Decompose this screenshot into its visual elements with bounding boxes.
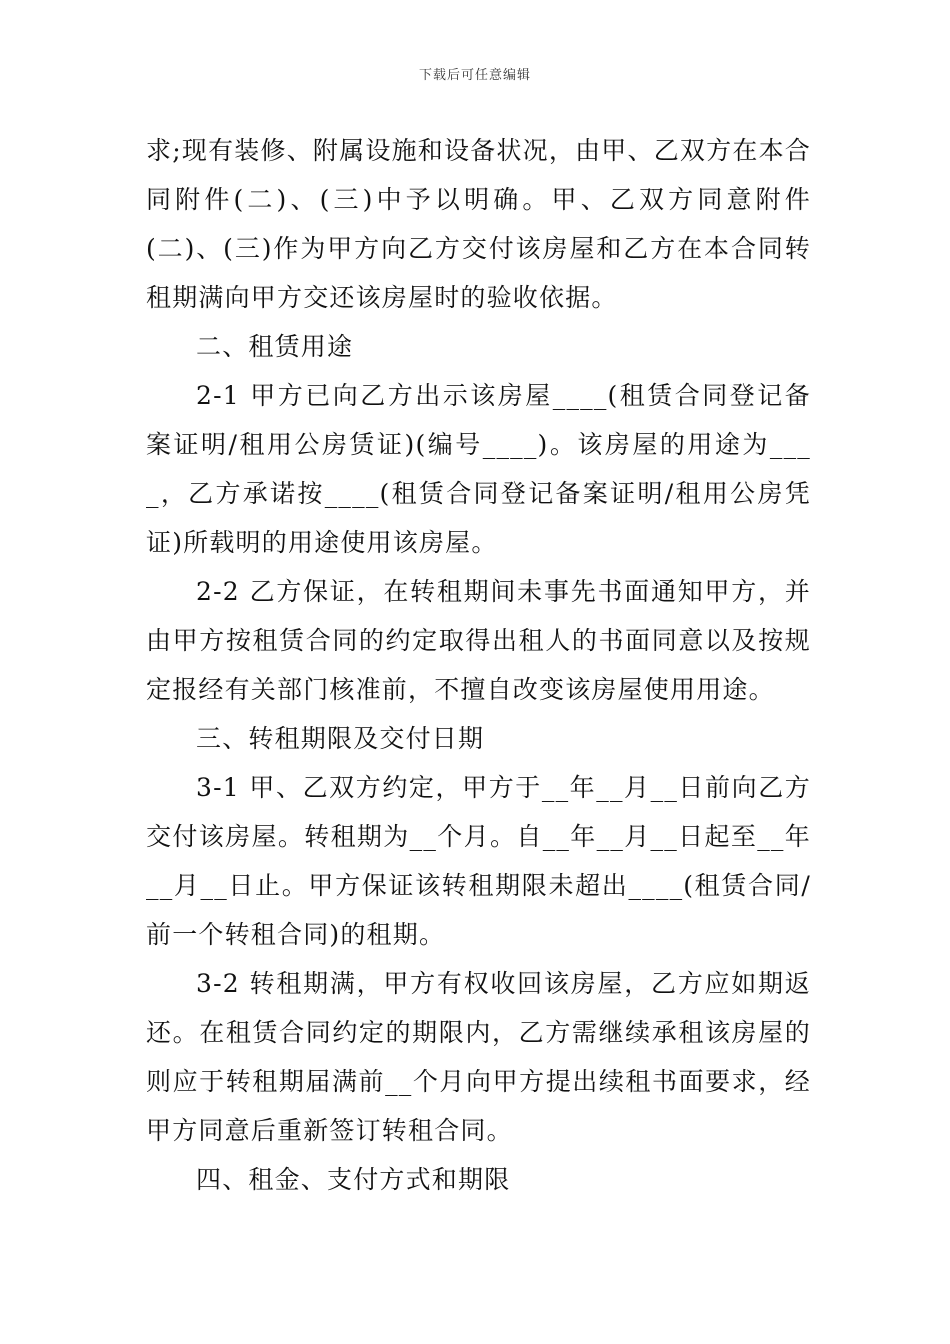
section-heading-4: 四、租金、支付方式和期限 <box>196 1165 511 1194</box>
clause-3-2: 3-2 转租期满，甲方有权收回该房屋，乙方应如期返还。在租赁合同约定的期限内，乙方需继续承租该房屋的则应于转租期届满前__个月向甲方提出续租书面要求，经甲方同意后重新签订转租合同。 <box>146 969 811 1145</box>
paragraph-continuation: 求;现有装修、附属设施和设备状况，由甲、乙双方在本合同附件(二)、(三)中予以明确。甲、乙双方同意附件(二)、(三)作为甲方向乙方交付该房屋和乙方在本合同转租期满向甲方交还该房屋时的验收依据。 <box>146 136 811 312</box>
clause-2-1: 2-1 甲方已向乙方出示该房屋____(租赁合同登记备案证明/租用公房赁证)(编号____)。该房屋的用途为____，乙方承诺按____(租赁合同登记备案证明/租用公房凭证)所载明的用途使用该房屋。 <box>146 381 811 557</box>
header-note: 下载后可任意编辑 <box>418 68 531 83</box>
section-heading-3: 三、转租期限及交付日期 <box>196 724 485 753</box>
document-body <box>146 126 811 1204</box>
clause-3-1: 3-1 甲、乙双方约定，甲方于__年__月__日前向乙方交付该房屋。转租期为__个月。自__年__月__日起至__年__月__日止。甲方保证该转租期限未超出____(租赁合同/前一个转租合同)的租期。 <box>146 773 811 949</box>
clause-2-2: 2-2 乙方保证，在转租期间未事先书面通知甲方，并由甲方按租赁合同的约定取得出租人的书面同意以及按规定报经有关部门核准前，不擅自改变该房屋使用用途。 <box>146 577 811 704</box>
section-heading-2: 二、租赁用途 <box>196 332 354 361</box>
